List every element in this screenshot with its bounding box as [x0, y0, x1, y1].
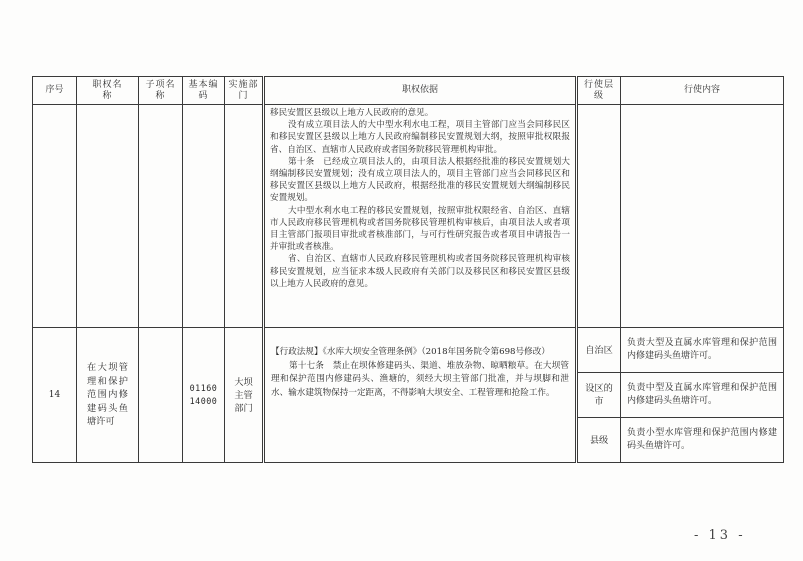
page-number: - 13 - [694, 528, 746, 543]
cont-dept-cell [225, 105, 264, 328]
row14-basis-text: 第十七条 禁止在坝体修建码头、渠道、堆放杂物、晾晒粮草。在大坝管理和保护范围内修建码头、渔塘的，须经大坝主管部门批准，并与坝脚和泄水、输水建筑物保持一定距离，不得影响大坝安全、工程管理和抢险工作。 [271, 360, 569, 398]
cont-basis-cell [264, 105, 577, 328]
cont-basis-paragraph-4: 大中型水利水电工程的移民安置规划，按照审批权限经省、自治区、直辖市人民政府移民管理机构或者国务院移民管理机构审核后，由项目法人或者项目主管部门报项目审批或者核准部门，与可行性研究报告或者项目申请报告一并审批或者核准。 [270, 205, 570, 253]
header-level: 行使层级 [577, 77, 621, 105]
row14-subitem [139, 328, 183, 463]
row14-dept: 大坝主管部门 [225, 328, 264, 463]
header-code: 基本编码 [183, 77, 225, 105]
row14-content-3: 负责小型水库管理和保护范围内修建码头鱼塘许可。 [621, 418, 784, 463]
cont-level-cell [577, 105, 621, 328]
header-seq: 序号 [33, 77, 77, 105]
header-subitem: 子项名称 [139, 77, 183, 105]
row14-code-text: 01160 14000 [189, 383, 218, 406]
header-basis: 职权依据 [264, 77, 577, 105]
cont-content-cell [621, 105, 784, 328]
cont-basis-paragraph-2: 没有成立项目法人的大中型水利水电工程，项目主管部门应当会同移民区和移民安置区县级以上地方人民政府编制移民安置规划大纲，按照审批权限报省、自治区、直辖市人民政府或者国务院移民管理机构审批。 [270, 120, 570, 155]
header-name: 职权名称 [77, 77, 139, 105]
table-header-row [33, 77, 784, 105]
row14-basis-title: 【行政法规】《水库大坝安全管理条例》（2018年国务院令第698号修改） [271, 347, 550, 357]
row14-content-1: 负责大型及直属水库管理和保护范围内修建码头鱼塘许可。 [621, 328, 784, 373]
row14-level-3: 县级 [577, 418, 621, 463]
row14-level-1: 自治区 [577, 328, 621, 373]
table-row-14 [33, 328, 784, 373]
table-row-continuation [33, 105, 784, 328]
cont-basis-paragraph-3: 第十条 已经成立项目法人的，由项目法人根据经批准的移民安置规划大纲编制移民安置规划；没有成立项目法人的，项目主管部门应当会同移民区和移民安置区县级以上地方人民政府，根据经批准的移民安置规划大纲编制移民安置规划。 [270, 156, 570, 204]
cont-basis-paragraph-5: 省、自治区、直辖市人民政府移民管理机构或者国务院移民管理机构审核移民安置规划，应当征求本级人民政府有关部门以及移民区和移民安置区县级以上地方人民政府的意见。 [270, 254, 570, 289]
row14-seq: 14 [33, 328, 77, 463]
row14-content-2: 负责中型及直属水库管理和保护范围内修建码头鱼塘许可。 [621, 373, 784, 418]
row14-level-2: 设区的市 [577, 373, 621, 418]
row14-code [183, 328, 225, 463]
authority-table [32, 76, 784, 463]
row14-name: 在大坝管理和保护范围内修建码头鱼塘许可 [77, 328, 139, 463]
header-dept: 实施部门 [225, 77, 264, 105]
header-content: 行使内容 [621, 77, 784, 105]
cont-seq-cell [33, 105, 77, 328]
cont-code-cell [183, 105, 225, 328]
cont-name-cell [77, 105, 139, 328]
cont-subitem-cell [139, 105, 183, 328]
row14-basis [264, 328, 577, 463]
cont-basis-paragraph-1: 移民安置区县级以上地方人民政府的意见。 [270, 108, 434, 118]
